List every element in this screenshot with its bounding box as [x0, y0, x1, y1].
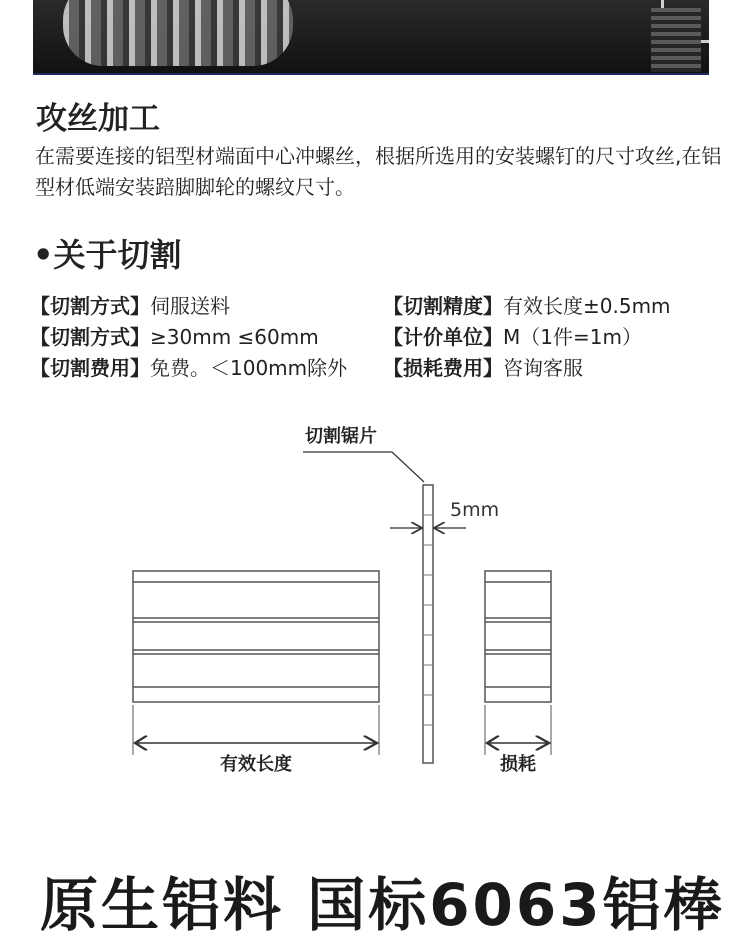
- blade-leader-line: [303, 452, 424, 482]
- tapping-description: 在需要连接的铝型材端面中心冲螺丝，根据所选用的安装螺钉的尺寸攻丝,在铝型材低端安装踣脚脚轮的螺纹尺寸。: [35, 144, 722, 199]
- machining-photo: [33, 0, 709, 75]
- cutting-title: •关于切割: [33, 236, 182, 274]
- threaded-rod-image: [63, 0, 293, 66]
- spec-value: 有效长度±0.5mm: [503, 294, 671, 318]
- spec-value: 伺服送料: [150, 294, 230, 318]
- blade-label: 切割锯片: [305, 426, 377, 447]
- spec-pricing-unit: [383, 321, 642, 350]
- spec-label: 【切割方式】: [30, 294, 150, 318]
- spec-cut-method: [30, 290, 230, 319]
- spec-value: 咨询客服: [503, 356, 583, 380]
- cutting-diagram: [0, 410, 750, 810]
- spec-value: ≥30mm ≤60mm: [150, 325, 319, 349]
- spec-cut-precision: [383, 290, 671, 319]
- spec-loss-fee: [383, 352, 583, 381]
- effective-length-label: 有效长度: [220, 754, 292, 775]
- aluminum-profile-offcut: [485, 571, 551, 702]
- spec-label: 【切割费用】: [30, 356, 150, 380]
- spec-value: 免费。＜100mm除外: [150, 356, 348, 380]
- tapping-title: 攻丝加工: [36, 101, 160, 137]
- spec-label: 【损耗费用】: [383, 356, 503, 380]
- screw-image: [651, 8, 701, 72]
- spec-label: 【计价单位】: [383, 325, 503, 349]
- spec-label: 【切割方式】: [30, 325, 150, 349]
- banner-title: 原生铝料 国标6063铝棒: [40, 871, 725, 939]
- aluminum-profile-main: [133, 571, 379, 702]
- loss-label: 损耗: [500, 754, 536, 775]
- gap-label: 5mm: [450, 499, 500, 521]
- spec-label: 【切割精度】: [383, 294, 503, 318]
- spec-cut-fee: [30, 352, 347, 381]
- spec-value: M（1件=1m）: [503, 325, 642, 349]
- saw-blade: [423, 485, 433, 763]
- spec-cut-range: [30, 321, 319, 350]
